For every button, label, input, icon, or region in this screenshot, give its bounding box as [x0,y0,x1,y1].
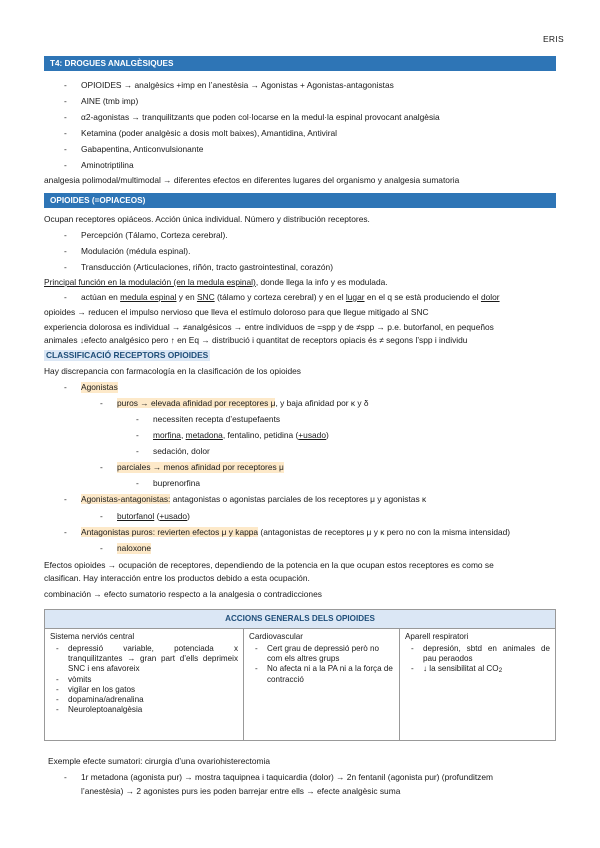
efectos-line: Efectos opioides → ocupación de receptores, dependiendo de la potencia en la que ocupan estos receptores es como se [44,560,494,570]
table-cell-snc [45,629,244,741]
analgesia-note: analgesia polimodal/multimodal → diferentes efectos en diferentes lugares del organismo y analgesia sumatoria [44,175,460,185]
cell-heading: Cardiovascular [249,632,303,642]
combinacion-line: combinación → efecto sumatorio respecto a la analgesia o contradicciones [44,589,322,599]
cell-heading: Sistema nerviós central [50,632,135,642]
table-title: ACCIONS GENERALS DELS OPIOIDES [45,610,556,629]
exemple-line: l’anestèsia) → 2 agonistes purs ies poden barrejar entre ells → efecte analgèsic suma [81,786,401,796]
document-page: ERIS T4: DROGUES ANALGÈSIQUES - OPIOIDES → analgèsics +imp en l’anestèsia → Agonistas + Agonistas-antagonistas - AINE (tmb imp) - α2-agonistas → tranquilitzants que poden col·locarse en la medul·la espinal provocant analgèsia - Ketamina (poder analgèsic a dosis molt baixes), Amantidina, Antiviral - Gabapentina, Anticonvulsionante - Aminotriptilina analgesia polimodal/multimodal → diferentes efectos en diferentes lugares del organismo y analgesia sumatoria OPIOIDES (=OPIACEOS) Ocupan receptores opiáceos. Acción única individual. Número y distribución receptores. - Percepción (Tálamo, Corteza cerebral). - Modulación (médula espinal). - Transducción (Articulaciones, riñón, tracto gastrointestinal, corazón) Principal función en la modulación (en la medula espinal), donde llega la info y es modulada. - actúan en medula espinal y en SNC (tálamo y corteza cerebral) y en el lugar en el q se està produciendo el dolor opioides → reducen el impulso nervioso que lleva el estímulo doloroso para que llegue mitigado al SNC experiencia dolorosa es individual → ≠analgésicos → entre individuos de =spp y de ≠spp → p.e. butorfanol, en pequeños animales ↓efecto analgésico pero ↑ en Eq → distribució i quantitat de receptors opiacis és ≠ segons l’spp i individu CLASSIFICACIÓ RECEPTORS OPIOIDES Hay discrepancia con farmacología en la clasificación de los opioides - Agonistas - puros → elevada afinidad por receptores μ, y baja afinidad por κ y δ - necessiten recepta d’estupefaents - morfina, metadona, fentalino, petidina (+usado) - sedación, dolor - parciales → menos afinidad por receptores μ - buprenorfina - Agonistas-antagonistas: antagonistas o agonistas parciales de los receptores μ y agonistas κ - butorfanol (+usado) - Antagonistas puros: revierten efectos μ y kappa (antagonistas de receptores μ y κ pero no con la misma intensidad) - naloxone Efectos opioides → ocupación de receptores, dependiendo de la potencia en la que ocupan estos receptores es como se clasifican. Hay interacción entre los productos debido a esta ocupación. combinación → efecto sumatorio respecto a la analgesia o contradicciones ACCIONS GENERALS DELS OPIOIDES Sistema nerviós central - depressió variable, potenciada x tranquilitzantes → gran part d’ells deprimeix SNC i ens afavoreix - vòmits - vigilar en los gatos - dopamina/adrenalina - Neuroleptoanalgèsia Cardiovascular - Cert grau de depressió però no com els altres grups - No afecta ni a la PA ni a la força de contracció Aparell respiratori - depresión, sbtd en animales de pau peraodos - ↓ la sensibilitat al CO2 Exemple efecte sumatori: cirurgia d’una ovariohisterectomia - 1r metadona (agonista pur) → mostra taquipnea i taquicardia (dolor) → 2n fentanil (agonista pur) (profunditzem l’anestèsia) → 2 agonistes purs ies poden barrejar entre ells → efecte analgèsic suma [44,34,564,796]
list-item: - No afecta ni a la PA ni a la força de contracció [255,664,393,684]
opioides-line: opioides → reducen el impulso nervioso que lleva el estímulo doloroso para que llegue mitigado al SNC [44,307,429,317]
classif-intro: Hay discrepancia con farmacología en la clasificación de los opioides [44,366,301,376]
section-title-opioides: OPIOIDES (=OPIACEOS) [44,193,556,208]
list-item: - vigilar en los gatos [56,684,136,694]
table-cell-resp [400,629,556,741]
opioides-intro: Ocupan receptores opiáceos. Acción única individual. Número y distribución receptores. [44,214,370,224]
exemple-title: Exemple efecte sumatori: cirurgia d’una ovariohisterectomia [48,756,271,766]
efectos-line: clasifican. Hay interacción entre los productos debido a esta ocupación. [44,573,310,583]
list-item: - dopamina/adrenalina [56,694,144,704]
list-item: - Neuroleptoanalgèsia [56,704,143,714]
section-title-classif: CLASSIFICACIÓ RECEPTORS OPIOIDES [46,350,209,360]
list-item: - ↓ la sensibilitat al CO2 [411,664,503,675]
section-title-t4: T4: DROGUES ANALGÈSIQUES [44,56,556,71]
header-author: ERIS [542,34,564,44]
opioides-line: experiencia dolorosa es individual → ≠analgésicos → entre individuos de =spp y de ≠spp → p.e. butorfanol, en pequeños [44,322,494,332]
list-item: - depressió variable, potenciada x tranquilitzantes → gran part d’ells deprimeix SNC i ens afavoreix [56,644,238,674]
table-cell-cardio [244,629,400,741]
principal-function: Principal función en la modulación (en la medula espinal), donde llega la info y es modulada. [44,277,388,287]
list-item: - depresión, sbtd en animales de pau peraodos [411,644,550,664]
acciones-table [44,609,556,741]
cell-heading: Aparell respiratori [405,632,469,642]
list-item: - Cert grau de depressió però no com els altres grups [255,644,380,664]
list-item: - vòmits [56,674,92,684]
opioides-line: animales ↓efecto analgésico pero ↑ en Eq → distribució i quantitat de receptors opiacis és ≠ segons l’spp i individu [44,335,468,345]
